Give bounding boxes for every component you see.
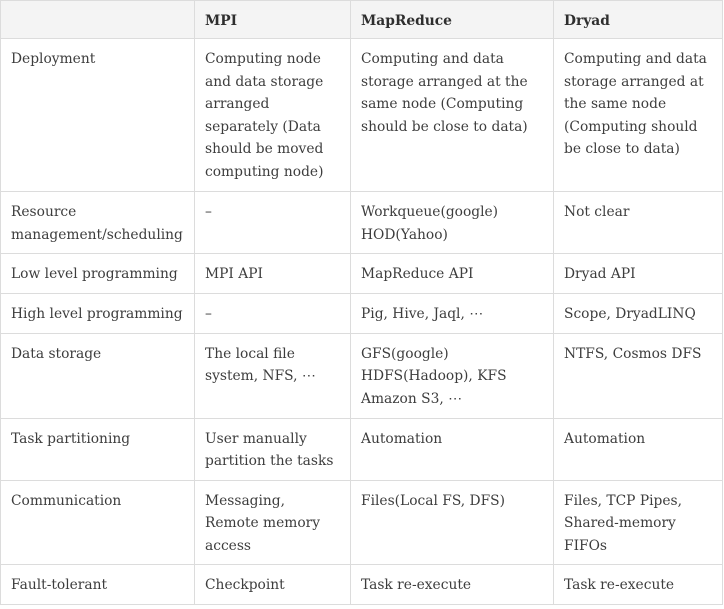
cell-mpi: Checkpoint — [195, 565, 351, 605]
cell-mapreduce: Files(Local FS, DFS) — [351, 480, 554, 565]
table-body — [1, 39, 723, 605]
table-row — [1, 565, 723, 605]
row-label: Communication — [1, 480, 195, 565]
cell-mpi: User manually partition the tasks — [195, 418, 351, 480]
cell-mapreduce: MapReduce API — [351, 254, 554, 294]
cell-dryad: Not clear — [554, 192, 723, 254]
cell-dryad: Files, TCP Pipes, Shared-memory FIFOs — [554, 480, 723, 565]
row-label: Task partitioning — [1, 418, 195, 480]
cell-mapreduce: GFS(google) HDFS(Hadoop), KFS Amazon S3, ⋯ — [351, 333, 554, 418]
cell-mpi: Computing node and data storage arranged separately (Data should be moved computing node) — [195, 39, 351, 192]
cell-mapreduce: Computing and data storage arranged at the same node (Computing should be close to data) — [351, 39, 554, 192]
header-dryad: Dryad — [554, 1, 723, 39]
row-label: Resource management/scheduling — [1, 192, 195, 254]
cell-mpi: The local file system, NFS, ⋯ — [195, 333, 351, 418]
header-row — [1, 1, 723, 39]
cell-mapreduce: Workqueue(google) HOD(Yahoo) — [351, 192, 554, 254]
cell-mpi: Messaging, Remote memory access — [195, 480, 351, 565]
cell-mapreduce: Pig, Hive, Jaql, ⋯ — [351, 294, 554, 334]
cell-mpi: MPI API — [195, 254, 351, 294]
cell-dryad: Task re-execute — [554, 565, 723, 605]
table-row — [1, 39, 723, 192]
table-row — [1, 480, 723, 565]
cell-dryad: Automation — [554, 418, 723, 480]
cell-mapreduce: Task re-execute — [351, 565, 554, 605]
cell-dryad: Dryad API — [554, 254, 723, 294]
row-label: Fault-tolerant — [1, 565, 195, 605]
header-mpi: MPI — [195, 1, 351, 39]
table-row — [1, 254, 723, 294]
cell-mpi: – — [195, 294, 351, 334]
cell-dryad: NTFS, Cosmos DFS — [554, 333, 723, 418]
table-row — [1, 192, 723, 254]
cell-dryad: Scope, DryadLINQ — [554, 294, 723, 334]
row-label: High level programming — [1, 294, 195, 334]
header-mapreduce: MapReduce — [351, 1, 554, 39]
table-header — [1, 1, 723, 39]
header-corner — [1, 1, 195, 39]
cell-dryad: Computing and data storage arranged at the same node (Computing should be close to data) — [554, 39, 723, 192]
row-label: Deployment — [1, 39, 195, 192]
table-row — [1, 294, 723, 334]
table-row — [1, 333, 723, 418]
table-row — [1, 418, 723, 480]
cell-mapreduce: Automation — [351, 418, 554, 480]
row-label: Data storage — [1, 333, 195, 418]
row-label: Low level programming — [1, 254, 195, 294]
cell-mpi: – — [195, 192, 351, 254]
